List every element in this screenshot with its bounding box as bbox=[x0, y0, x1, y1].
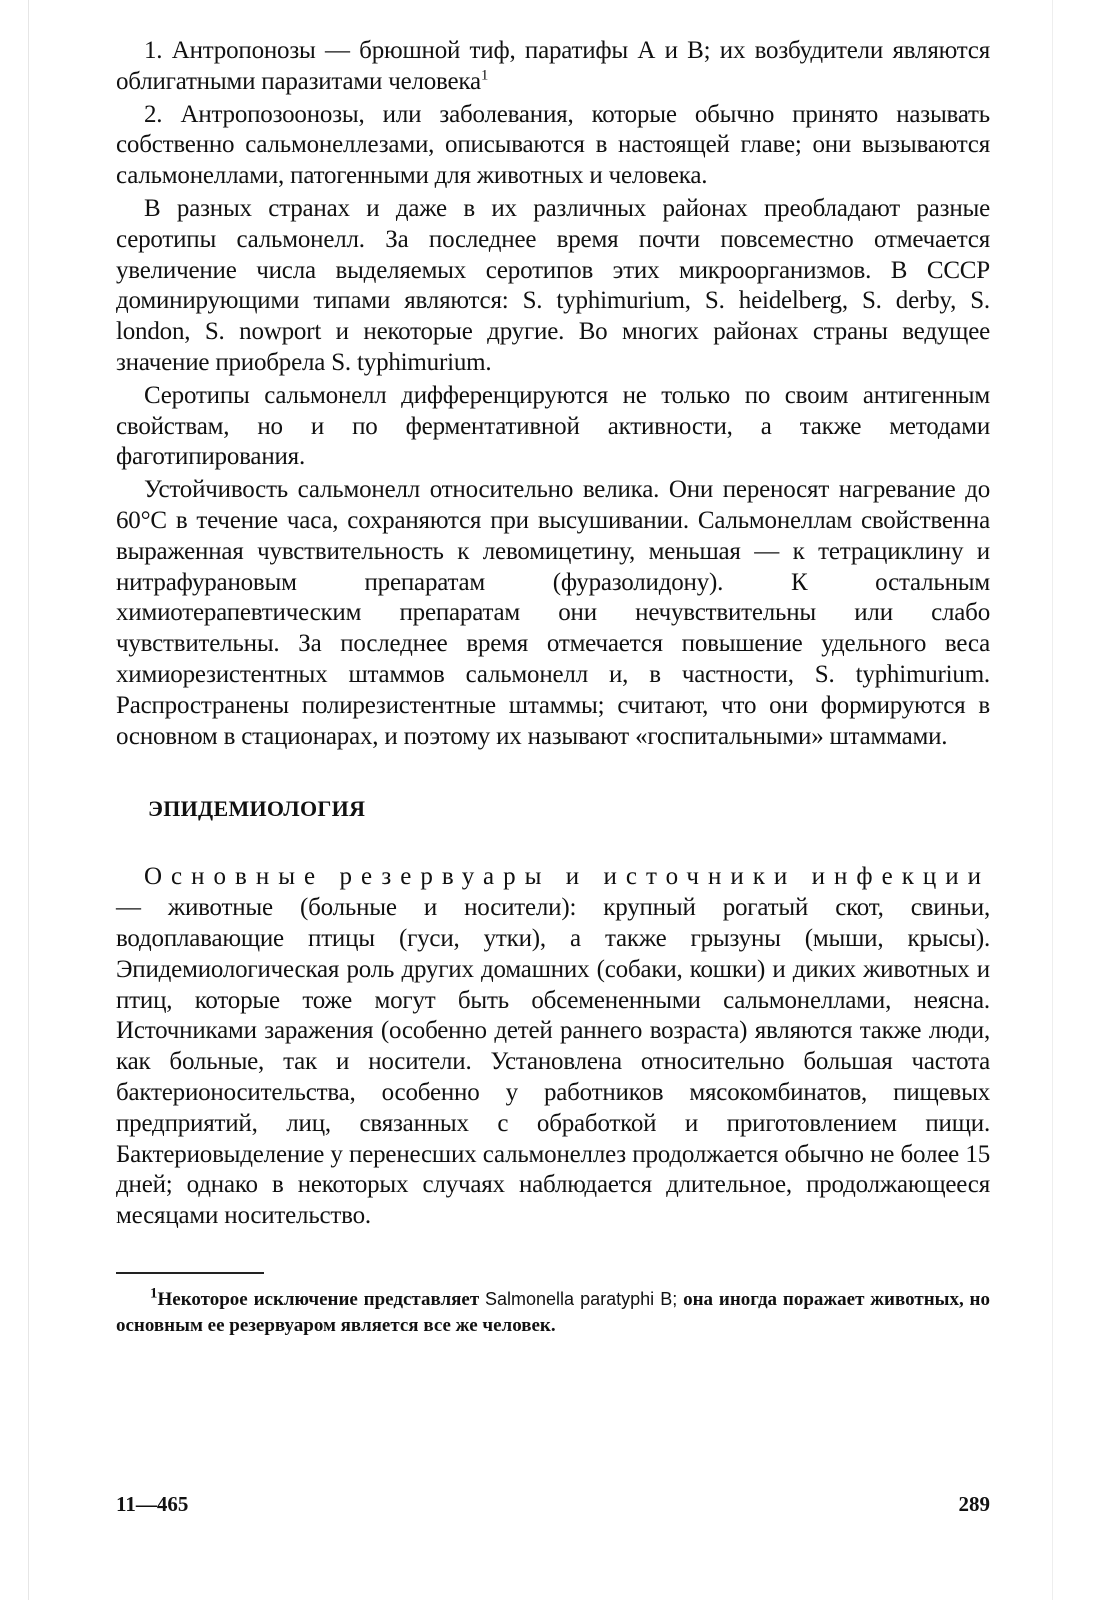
paragraph-anthroponoses bbox=[116, 36, 990, 98]
footnote bbox=[116, 1286, 990, 1339]
footnote-organism: Salmonella paratyphi B; bbox=[485, 1288, 678, 1309]
reservoirs-body-text: — животные (больные и носители): крупный рогатый скот, свиньи, водоплавающие птицы (гуси, утки), а также грызуны (мыши, крысы). Эпидемиологическая роль других домашних (собаки, кошки) и диких животных и птиц, которые тоже могут быть обсемененными сальмонеллами, неясна. Источниками заражения (особенно детей раннего возраста) являются также люди, как больные, так и носители. Установлена относительно большая частота бактерионосительства, особенно у работников мясокомбинатов, пищевых предприятий, лиц, связанных с обработкой и приготовлением пищи. Бактериовыделение у перенесших сальмонеллез продолжается обычно не более 15 дней; однако в некоторых случаях наблюдается длительное, продолжающееся месяцами носительство. bbox=[116, 894, 990, 1230]
footnote-text-after: она иногда поражает животных, но основным ее резервуаром является все же человек. bbox=[116, 1288, 991, 1336]
paragraph-serotypes-distribution: В разных странах и даже в их различных районах преобладают разные серотипы сальмонелл. За последнее время почти повсеместно отмечается увеличение числа выделяемых серотипов этих микроорганизмов. В СССР доминирующими типами являются: S. typhimurium, S. heidelberg, S. derby, S. london, S. nowport и некоторые другие. Во многих районах страны ведущее значение приобрела S. typhimurium. bbox=[116, 194, 990, 376]
paragraph-anthroponoses-text: 1. Антропонозы — брюшной тиф, паратифы А и В; их возбудители являются облигатными паразитами человека bbox=[116, 37, 990, 95]
printer-signature: 11—465 bbox=[116, 1492, 189, 1516]
paragraph-resistance: Устойчивость сальмонелл относительно велика. Они переносят нагревание до 60°С в течение часа, сохраняются при высушивании. Сальмонеллам свойственна выраженная чувствительность к левомицетину, меньшая — к тетрациклину и нитрафурановым препаратам (фуразолидону). К остальным химиотерапевтическим препаратам они нечувствительны или слабо чувствительны. За последнее время отмечается повышение удельного веса химиорезистентных штаммов сальмонелл и, в частности, S. typhimurium. Распространены полирезистентные штаммы; считают, что они формируются в основном в стационарах, и поэтому их называют «госпитальными» штаммами. bbox=[116, 476, 990, 750]
reservoirs-lead-text: Основные резервуары и источники инфекции bbox=[144, 863, 990, 891]
paragraph-reservoirs bbox=[116, 862, 990, 1232]
page-edge-right bbox=[1052, 0, 1053, 1600]
page-edge-left bbox=[28, 0, 29, 1600]
page-number: 289 bbox=[958, 1492, 990, 1516]
footnote-reference: 1 bbox=[480, 67, 489, 84]
paragraph-serotype-differentiation: Серотипы сальмонелл дифференцируются не только по своим антигенным свойствам, но и по ферментативной активности, а также методами фаготипирования. bbox=[116, 381, 990, 471]
paragraph-anthropozoonoses: 2. Антропозоонозы, или заболевания, которые обычно принято называть собственно сальмонеллезами, описываются в настоящей главе; они вызываются сальмонеллами, патогенными для животных и человека. bbox=[116, 100, 990, 190]
footnote-divider bbox=[116, 1272, 264, 1274]
footnote-text-before: Некоторое исключение представляет bbox=[157, 1288, 480, 1310]
section-heading-epidemiology: ЭПИДЕМИОЛОГИЯ bbox=[148, 796, 366, 822]
footnote-mark: 1 bbox=[150, 1285, 158, 1302]
page-body bbox=[116, 36, 990, 1339]
